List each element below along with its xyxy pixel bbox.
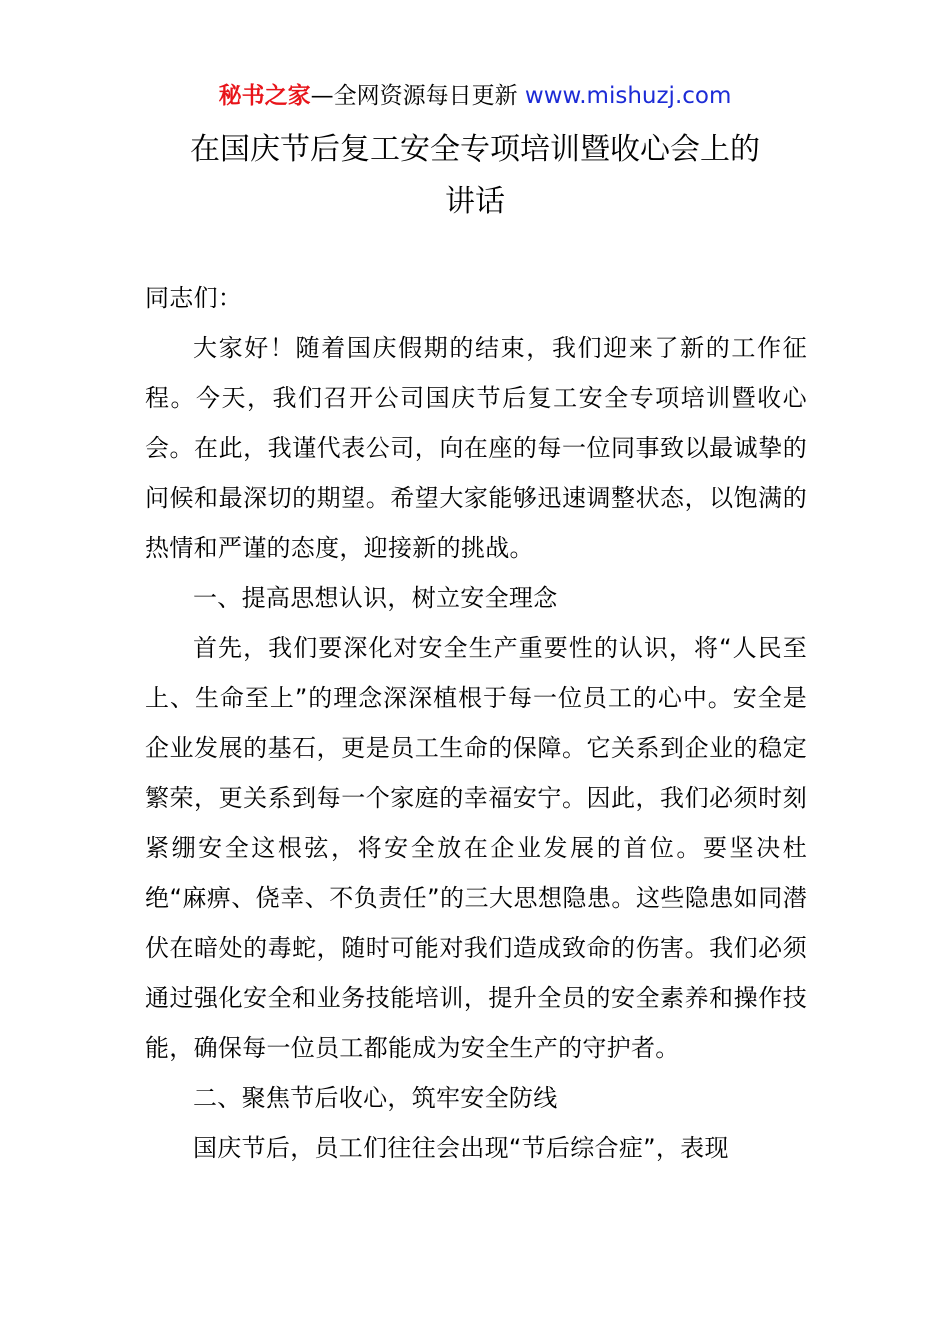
title-line-1: 在国庆节后复工安全专项培训暨收心会上的 — [190, 132, 760, 167]
salutation: 同志们： — [145, 284, 243, 312]
title-line-2: 讲话 — [445, 184, 505, 219]
document-body — [145, 273, 807, 1173]
paragraph-1: 大家好！随着国庆假期的结束，我们迎来了新的工作征程。今天，我们召开公司国庆节后复工安全专项培训暨收心会。在此，我谨代表公司，向在座的每一位同事致以最诚挚的问候和最深切的期望。希望大家能够迅速调整状态，以饱满的热情和严谨的态度，迎接新的挑战。 — [145, 334, 807, 562]
paragraph-3: 国庆节后，员工们往往会出现“节后综合症”，表现 — [193, 1134, 729, 1162]
site-url[interactable]: www.mishuzj.com — [524, 83, 732, 109]
document-title — [0, 124, 950, 228]
site-tagline: —全网资源每日更新 — [310, 83, 525, 109]
section-heading-2: 二、聚焦节后收心，筑牢安全防线 — [193, 1084, 558, 1112]
site-brand: 秘书之家 — [218, 83, 311, 109]
paragraph-2: 首先，我们要深化对安全生产重要性的认识，将“人民至上、生命至上”的理念深深植根于每一位员工的心中。安全是企业发展的基石，更是员工生命的保障。它关系到企业的稳定繁荣，更关系到每一个家庭的幸福安宁。因此，我们必须时刻紧绷安全这根弦，将安全放在企业发展的首位。要坚决杜绝“麻痹、侥幸、不负责任”的三大思想隐患。这些隐患如同潜伏在暗处的毒蛇，随时可能对我们造成致命的伤害。我们必须通过强化安全和业务技能培训，提升全员的安全素养和操作技能，确保每一位员工都能成为安全生产的守护者。 — [145, 634, 807, 1062]
site-header — [0, 78, 950, 114]
section-heading-1: 一、提高思想认识，树立安全理念 — [193, 584, 558, 612]
